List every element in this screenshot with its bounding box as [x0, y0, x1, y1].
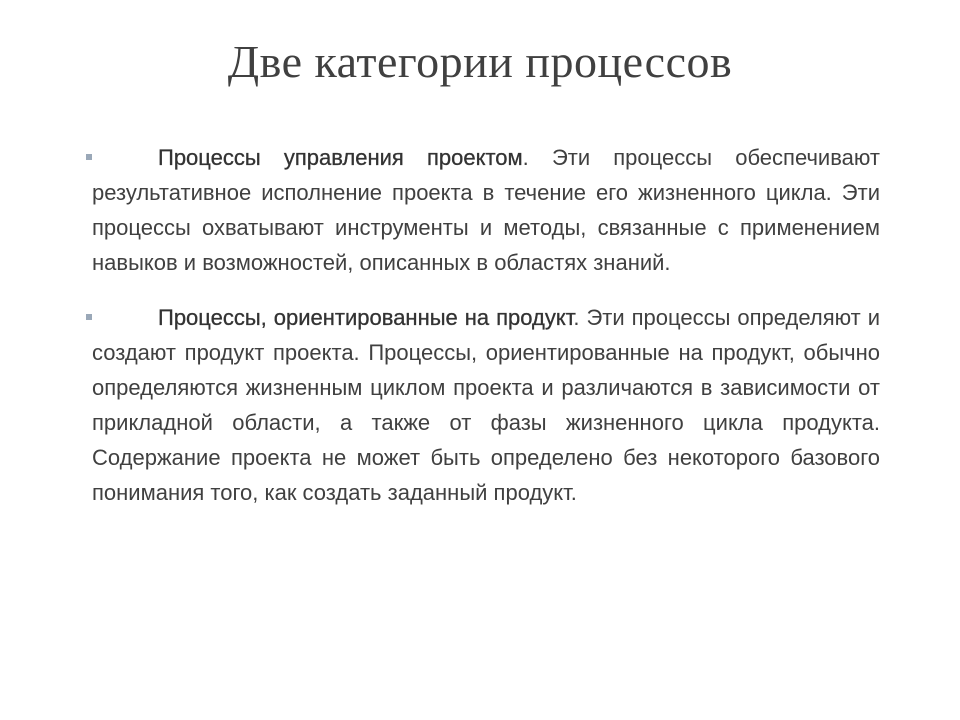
slide-title: Две категории процессов — [227, 36, 733, 87]
bullet-paragraph-1 — [80, 140, 880, 280]
bullet-term-1: Процессы управления проектом — [158, 145, 523, 170]
square-bullet-icon — [86, 314, 92, 320]
bullet-text-1: . Эти процессы обеспечивают результативное исполнение проекта в течение его жизненного цикла. Эти процессы охватывают инструменты и методы, связанные с применением навыков и возможностей, описанных в областях знаний. — [92, 145, 880, 275]
bullet-text-2: . Эти процессы определяют и создают продукт проекта. Процессы, ориентированные на продукт, обычно определяются жизненным циклом проекта и различаются в зависимости от прикладной области, а также от фазы жизненного цикла продукта. Содержание проекта не может быть определено без некоторого базового понимания того, как создать заданный продукт. — [92, 305, 880, 505]
slide-body — [80, 140, 880, 530]
bullet-term-2: Процессы, ориентированные на продукт — [158, 305, 574, 330]
bullet-paragraph-2 — [80, 300, 880, 510]
square-bullet-icon — [86, 154, 92, 160]
